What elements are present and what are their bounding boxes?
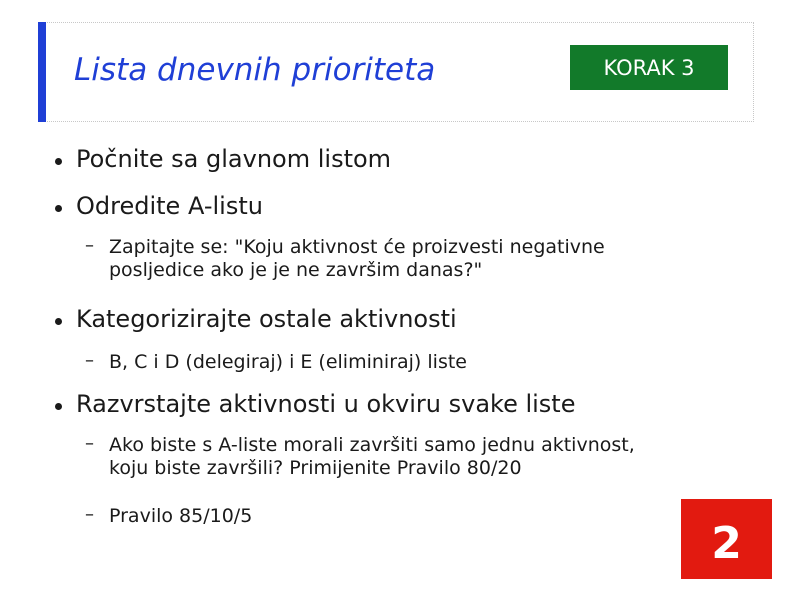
- sub-bullet-line: Ako biste s A-liste morali završiti samo jednu aktivnost,: [109, 434, 635, 456]
- sub-bullet-line: Pravilo 85/10/5: [109, 505, 253, 527]
- sub-bullet-item: [109, 505, 252, 528]
- bullet-item: Razvrstajte aktivnosti u okviru svake liste: [76, 390, 576, 418]
- slide-title: Lista dnevnih prioriteta: [74, 52, 436, 88]
- sub-bullet-item: [109, 351, 467, 374]
- bullet-dot: [55, 205, 62, 212]
- bullet-dot: [55, 318, 62, 325]
- sub-bullet-item: [109, 434, 635, 480]
- sub-bullet-dash: –: [85, 433, 94, 454]
- sub-bullet-line: koju biste završili? Primijenite Pravilo 80/20: [109, 457, 522, 479]
- sub-bullet-item: [109, 236, 605, 282]
- bullet-item: Odredite A-listu: [76, 192, 263, 220]
- bullet-item: Kategorizirajte ostale aktivnosti: [76, 305, 457, 333]
- step-badge: KORAK 3: [570, 45, 728, 90]
- sub-bullet-line: Zapitajte se: "Koju aktivnost će proizvesti negativne: [109, 236, 605, 258]
- sub-bullet-line: posljedice ako je je ne završim danas?": [109, 259, 483, 281]
- bullet-item: Počnite sa glavnom listom: [76, 145, 392, 173]
- bullet-dot: [55, 403, 62, 410]
- title-accent-bar: [38, 22, 46, 122]
- sub-bullet-line: B, C i D (delegiraj) i E (eliminiraj) liste: [109, 351, 467, 373]
- sub-bullet-dash: –: [85, 235, 94, 256]
- sub-bullet-dash: –: [85, 504, 94, 525]
- page-number-badge: 2: [681, 499, 772, 579]
- sub-bullet-dash: –: [85, 350, 94, 371]
- bullet-dot: [55, 158, 62, 165]
